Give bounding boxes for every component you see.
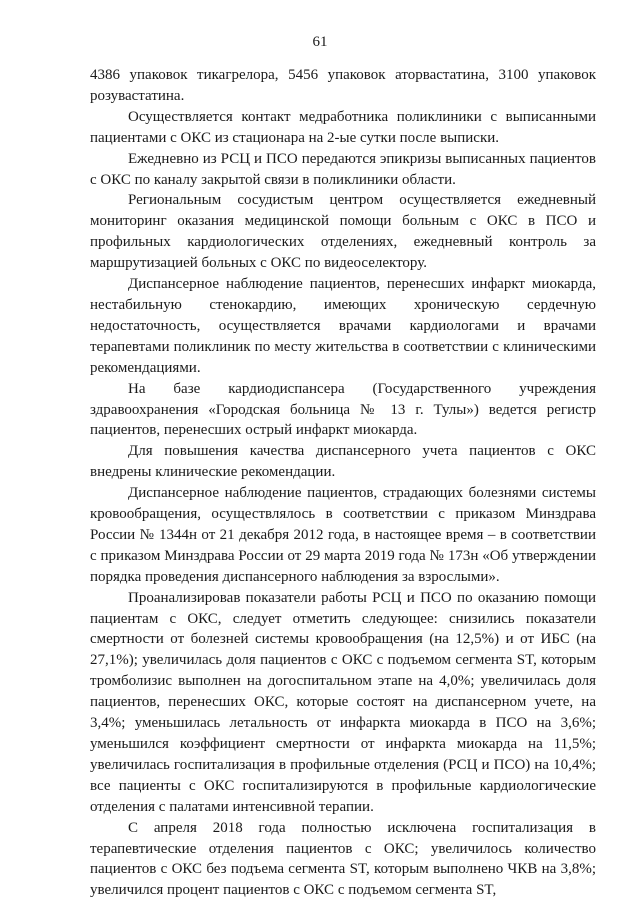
- paragraph-epicrisis-transfer: Ежедневно из РСЦ и ПСО передаются эпикризы выписанных пациентов с ОКС по каналу закрытой связи в поликлиники области.: [90, 150, 596, 188]
- document-body: [90, 65, 596, 901]
- paragraph-indicators-analysis: Проанализировав показатели работы РСЦ и ПСО по оказанию помощи пациентам с ОКС, следует отметить следующее: снизились показатели смертности от болезней системы кровообращения (на 12,5%) и от ИБС (на 27,1%); увеличилась доля пациентов с ОКС с подъемом сегмента ST, которым тромболизис выполнен на догоспитальном этапе на 4,0%; увеличилась доля пациентов, перенесших ОКС, которые состоят на диспансерном учете, на 3,4%; уменьшилась летальность от инфаркта миокарда в ПСО на 3,6%; уменьшился коэффициент смертности от инфаркта миокарда на 11,5%; увеличилась госпитализация в профильные отделения (РСЦ и ПСО) на 10,4%; все пациенты с ОКС госпитализируются в профильные кардиологические отделения с палатами интенсивной терапии.: [90, 589, 596, 815]
- paragraph-dispensary-observation: Диспансерное наблюдение пациентов, перенесших инфаркт миокарда, нестабильную стенокардию, имеющих хроническую сердечную недостаточность, осуществляется врачами кардиологами и врачами терапевтами поликлиник по месту жительства в соответствии с клиническими рекомендациями.: [90, 276, 596, 376]
- paragraph-ministry-orders: Диспансерное наблюдение пациентов, страдающих болезнями системы кровообращения, осуществлялось в соответствии с приказом Минздрава России № 1344н от 21 декабря 2012 года, в настоящее время – в соответствии с приказом Минздрава России от 29 марта 2019 года № 173н «Об утверждении порядка проведения диспансерного наблюдения за взрослыми».: [90, 485, 596, 585]
- paragraph-hospitalization-2018: С апреля 2018 года полностью исключена госпитализация в терапевтические отделения пациентов с ОКС; увеличилось количество пациентов с ОКС без подъема сегмента ST, которым выполнено ЧКВ на 3,8%; увеличился процент пациентов с ОКС с подъемом сегмента ST,: [90, 819, 596, 899]
- paragraph-patient-contact: Осуществляется контакт медработника поликлиники с выписанными пациентами с ОКС из стационара на 2-ые сутки после выписки.: [90, 108, 596, 146]
- paragraph-statins-continuation: 4386 упаковок тикагрелора, 5456 упаковок аторвастатина, 3100 упаковок розувастатина.: [90, 67, 596, 104]
- page-number: 61: [312, 34, 328, 50]
- paragraph-regional-monitoring: Региональным сосудистым центром осуществляется ежедневный мониторинг оказания медицинской помощи больным с ОКС в ПСО и профильных кардиологических отделениях, ежедневный контроль за маршрутизацией больных с ОКС по видеоселектору.: [90, 192, 596, 272]
- paragraph-registry: На базе кардиодиспансера (Государственного учреждения здравоохранения «Городская больница № 13 г. Тулы») ведется регистр пациентов, перенесших острый инфаркт миокарда.: [90, 380, 596, 439]
- paragraph-clinical-guidelines: Для повышения качества диспансерного учета пациентов с ОКС внедрены клинические рекомендации.: [90, 443, 596, 481]
